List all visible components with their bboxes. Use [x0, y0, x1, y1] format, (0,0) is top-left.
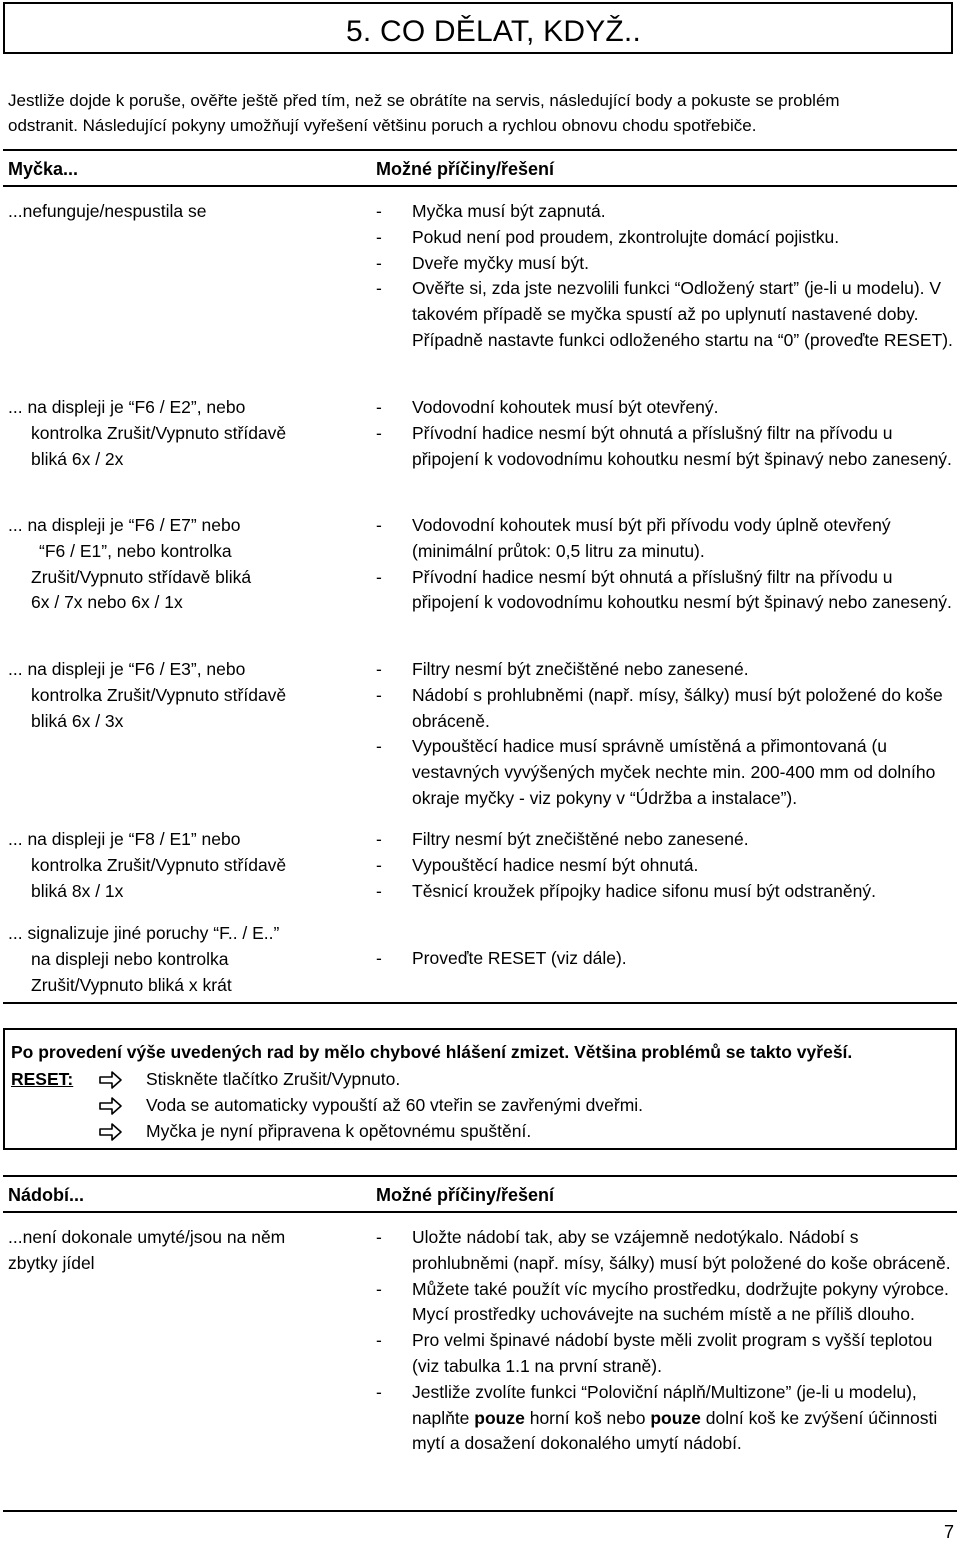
cause-item: - Můžete také použít víc mycího prostředku, dodržujte pokyny výrobce. Mycí prostředky uchovávejte na suchém místě a ne příliš dlouho. — [376, 1277, 956, 1329]
cause-item — [376, 1380, 956, 1457]
cause-item: - Filtry nesmí být znečištěné nebo zanesené. — [376, 827, 956, 853]
problem-line: zbytky jídel — [8, 1252, 95, 1273]
cause-item: - Pokud není pod proudem, zkontrolujte domácí pojistku. — [376, 225, 956, 251]
problem-cell — [8, 921, 348, 998]
cause-text: horní koš nebo — [524, 1407, 651, 1428]
problem-cell — [8, 1225, 348, 1277]
dishes-table-header — [3, 1175, 957, 1213]
causes-list — [376, 513, 956, 616]
problem-line: 6x / 7x nebo 6x / 1x — [31, 592, 183, 613]
intro-line: Jestliže dojde k poruše, ověřte ještě před tím, než se obrátíte na servis, následující body a pokuste se problém — [8, 91, 840, 110]
problem-cell — [8, 657, 348, 734]
cause-item: - Vypouštěcí hadice nesmí být ohnutá. — [376, 853, 956, 879]
problem-line: kontrolka Zrušit/Vypnuto střídavě — [31, 854, 287, 875]
problem-line: kontrolka Zrušit/Vypnuto střídavě — [31, 422, 287, 443]
cause-item: - Myčka musí být zapnutá. — [376, 199, 956, 225]
problem-cell — [8, 395, 348, 472]
problem-line: bliká 6x / 2x — [31, 448, 124, 469]
causes-list — [376, 827, 956, 904]
problem-line: ... na displeji je “F6 / E7” nebo — [8, 515, 241, 535]
table-bottom-rule — [3, 1002, 957, 1004]
problem-cell — [8, 827, 348, 904]
cause-item: - Vypouštěcí hadice musí správně umístěná a přimontovaná (u vestavných vyvýšených myček nechte min. 200-400 mm od dolního okraje myčky - viz pokyny v “Údržba a instalace”). — [376, 734, 956, 811]
cause-item: - Uložte nádobí tak, aby se vzájemně nedotýkalo. Nádobí s prohlubněmi (např. mísy, šálky) musí být položené do koše obráceně. — [376, 1225, 956, 1277]
cause-item: - Pro velmi špinavé nádobí byste měli zvolit program s vyšší teplotou (viz tabulka 1.1 na první straně). — [376, 1328, 956, 1380]
problem-line: ...nefunguje/nespustila se — [8, 201, 207, 221]
column-header-causes: Možné příčiny/řešení — [376, 159, 555, 179]
dishwasher-table-header — [3, 149, 957, 187]
causes-list — [376, 657, 956, 812]
cause-item: - Ověřte si, zda jste nezvolili funkci “Odložený start” (je-li u modelu). V takovém případě se myčka spustí až po uplynutí nastavené doby. Případně nastavte funkci odloženého startu na “0” (proveďte RESET). — [376, 276, 956, 353]
causes-list — [376, 1225, 956, 1457]
problem-line: ...není dokonale umyté/jsou na něm — [8, 1227, 286, 1247]
problem-line: ... na displeji je “F8 / E1” nebo — [8, 829, 241, 849]
problem-line: “F6 / E1”, nebo kontrolka — [39, 540, 232, 561]
problem-line: Zrušit/Vypnuto střídavě bliká — [31, 566, 252, 587]
problem-line: bliká 8x / 1x — [31, 880, 124, 901]
hollow-right-arrow-icon — [99, 1096, 123, 1116]
column-header-problem: Nádobí... — [8, 1185, 84, 1205]
causes-list — [376, 395, 956, 472]
causes-list — [376, 199, 956, 354]
column-header-problem: Myčka... — [8, 159, 79, 179]
page-header — [3, 2, 953, 54]
reset-step-text: Stiskněte tlačítko Zrušit/Vypnuto. — [146, 1069, 401, 1089]
emphasis-text: pouze — [474, 1407, 525, 1428]
reset-summary: Po provedení výše uvedených rad by mělo chybové hlášení zmizet. Většina problémů se takto vyřeší. — [11, 1042, 853, 1062]
cause-item: - Proveďte RESET (viz dále). — [376, 946, 956, 972]
problem-cell — [8, 513, 348, 616]
reset-step-text: Myčka je nyní připravena k opětovnému spuštění. — [146, 1121, 532, 1141]
cause-text: Jestliže zvolíte funkci “Poloviční náplň/Multizone” (je-li u modelu), naplňte — [412, 1381, 917, 1428]
problem-line: ... na displeji je “F6 / E2”, nebo — [8, 397, 246, 417]
page-title: 5. CO DĚLAT, KDYŽ.. — [346, 15, 641, 48]
cause-text: dolní koš ke zvýšení účinnosti mytí a dosažení dokonalého umytí nádobí. — [412, 1407, 938, 1454]
problem-line: Zrušit/Vypnuto bliká x krát — [31, 974, 232, 995]
emphasis-text: pouze — [650, 1407, 701, 1428]
problem-line: bliká 6x / 3x — [31, 710, 124, 731]
problem-line: kontrolka Zrušit/Vypnuto střídavě — [31, 684, 287, 705]
cause-item: - Dveře myčky musí být. — [376, 251, 956, 277]
reset-box — [3, 1028, 957, 1150]
cause-item: - Přívodní hadice nesmí být ohnutá a příslušný filtr na přívodu u připojení k vodovodnímu kohoutku nesmí být špinavý nebo zanesený. — [376, 565, 956, 617]
table-bottom-rule — [3, 1510, 957, 1512]
hollow-right-arrow-icon — [99, 1070, 123, 1090]
cause-item: - Nádobí s prohlubněmi (např. mísy, šálky) musí být položené do koše obráceně. — [376, 683, 956, 735]
cause-item: - Vodovodní kohoutek musí být otevřený. — [376, 395, 956, 421]
cause-item: - Těsnicí kroužek přípojky hadice sifonu musí být odstraněný. — [376, 879, 956, 905]
page-number: 7 — [943, 1522, 954, 1542]
problem-line: ... signalizuje jiné poruchy “F.. / E..” — [8, 923, 280, 943]
problem-line: ... na displeji je “F6 / E3”, nebo — [8, 659, 246, 679]
intro-line: odstranit. Následující pokyny umožňují vyřešení většinu poruch a rychlou obnovu chodu spotřebiče. — [8, 116, 757, 135]
problem-line: na displeji nebo kontrolka — [31, 948, 229, 969]
cause-item: - Filtry nesmí být znečištěné nebo zanesené. — [376, 657, 956, 683]
hollow-right-arrow-icon — [99, 1122, 123, 1142]
reset-label: RESET: — [11, 1069, 74, 1089]
intro-text — [8, 88, 954, 138]
reset-step-text: Voda se automaticky vypouští až 60 vteřin se zavřenými dveřmi. — [146, 1095, 644, 1115]
cause-item: - Vodovodní kohoutek musí být při přívodu vody úplně otevřený (minimální průtok: 0,5 litru za minutu). — [376, 513, 956, 565]
column-header-causes: Možné příčiny/řešení — [376, 1185, 555, 1205]
causes-list — [376, 946, 956, 972]
cause-item: - Přívodní hadice nesmí být ohnutá a příslušný filtr na přívodu u připojení k vodovodnímu kohoutku nesmí být špinavý nebo zanesený. — [376, 421, 956, 473]
problem-cell — [8, 199, 348, 225]
